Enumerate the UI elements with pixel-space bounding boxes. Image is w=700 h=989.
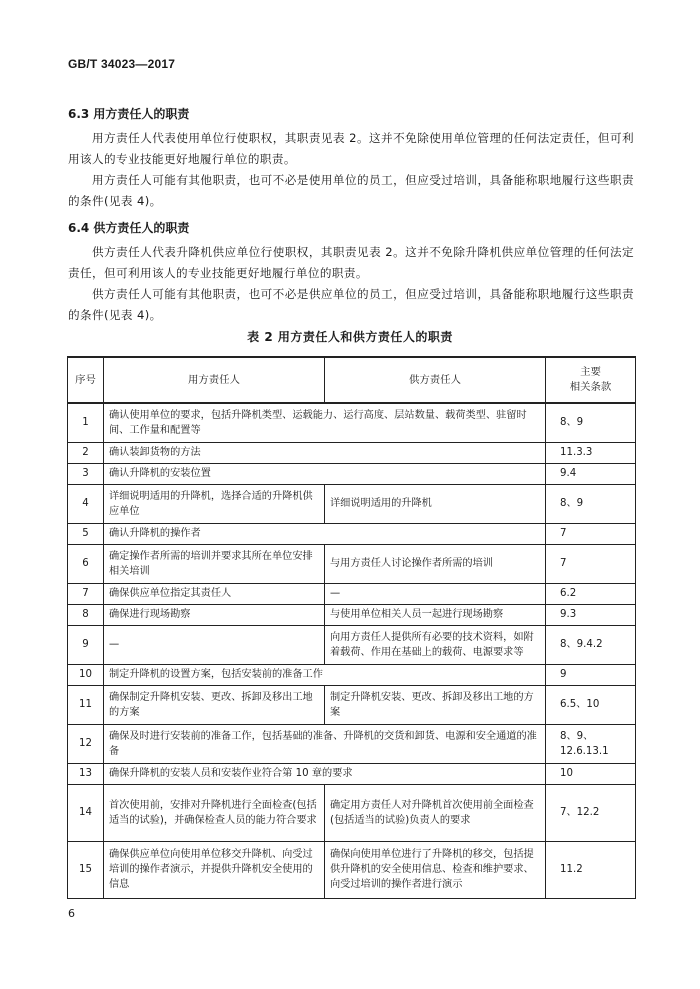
clause-ref-cell: 9.4: [546, 463, 636, 484]
section-6-3-paragraph-2: 用方责任人可能有其他职责，也可不必是使用单位的员工，但应受过培训，具备能称职地履行这些职责的条件(见表 4)。: [68, 173, 634, 208]
clause-ref-cell: 10: [546, 763, 636, 784]
clause-ref-cell: 8、9: [546, 484, 636, 523]
table-row: [68, 841, 636, 898]
user-duty-cell: 确保制定升降机安装、更改、拆卸及移出工地的方案: [104, 685, 325, 724]
clause-ref-cell: 8、9.4.2: [546, 625, 636, 664]
clause-ref-cell: 11.2: [546, 841, 636, 898]
header-no: 序号: [68, 357, 104, 403]
user-duty-cell: 确保供应单位向使用单位移交升降机、向受过培训的操作者演示，并提供升降机安全使用的信息: [104, 841, 325, 898]
supplier-duty-cell: 制定升降机安装、更改、拆卸及移出工地的方案: [325, 685, 546, 724]
supplier-duty-cell: 与使用单位相关人员一起进行现场勘察: [325, 604, 546, 625]
table-row: [68, 604, 636, 625]
user-duty-cell: —: [104, 625, 325, 664]
clause-ref-cell: 6.2: [546, 583, 636, 604]
table-row: [68, 724, 636, 763]
supplier-duty-cell: 与用方责任人讨论操作者所需的培训: [325, 544, 546, 583]
clause-ref-cell: 9: [546, 664, 636, 685]
user-duty-cell: 确保及时进行安装前的准备工作，包括基础的准备、升降机的交货和卸货、电源和安全通道的准备: [104, 724, 546, 763]
header-ref-line2: 相关条款: [569, 381, 612, 393]
row-number-cell: 14: [68, 784, 104, 841]
standard-number: GB/T 34023—2017: [68, 57, 176, 71]
row-number-cell: 1: [68, 403, 104, 442]
user-duty-cell: 确保进行现场勘察: [104, 604, 325, 625]
user-duty-cell: 确认装卸货物的方法: [104, 442, 546, 463]
row-number-cell: 15: [68, 841, 104, 898]
user-duty-cell: 详细说明适用的升降机，选择合适的升降机供应单位: [104, 484, 325, 523]
row-number-cell: 9: [68, 625, 104, 664]
header-supplier: 供方责任人: [325, 357, 546, 403]
table-row: [68, 442, 636, 463]
clause-ref-cell: 8、9、12.6.13.1: [546, 724, 636, 763]
clause-ref-cell: 11.3.3: [546, 442, 636, 463]
row-number-cell: 7: [68, 583, 104, 604]
row-number-cell: 10: [68, 664, 104, 685]
user-duty-cell: 确认升降机的操作者: [104, 523, 546, 544]
header-ref: [546, 357, 636, 403]
header-ref-line1: 主要: [580, 366, 601, 378]
user-duty-cell: 确定操作者所需的培训并要求其所在单位安排相关培训: [104, 544, 325, 583]
user-duty-cell: 确保供应单位指定其责任人: [104, 583, 325, 604]
section-6-4-paragraph-1: 供方责任人代表升降机供应单位行使职权，其职责见表 2。这并不免除升降机供应单位管理的任何法定责任，但可利用该人的专业技能更好地履行单位的职责。: [68, 245, 634, 280]
row-number-cell: 11: [68, 685, 104, 724]
row-number-cell: 5: [68, 523, 104, 544]
table-row: [68, 784, 636, 841]
table-row: [68, 763, 636, 784]
row-number-cell: 4: [68, 484, 104, 523]
supplier-duty-cell: —: [325, 583, 546, 604]
row-number-cell: 8: [68, 604, 104, 625]
clause-ref-cell: 6.5、10: [546, 685, 636, 724]
section-6-3-paragraph-1: 用方责任人代表使用单位行使职权，其职责见表 2。这并不免除使用单位管理的任何法定责任，但可利用该人的专业技能更好地履行单位的职责。: [68, 131, 634, 166]
row-number-cell: 13: [68, 763, 104, 784]
section-6-3-title: 6.3 用方责任人的职责: [68, 107, 190, 121]
table-row: [68, 544, 636, 583]
clause-ref-cell: 7、12.2: [546, 784, 636, 841]
clause-ref-cell: 7: [546, 523, 636, 544]
table-row: [68, 523, 636, 544]
section-6-4-title: 6.4 供方责任人的职责: [68, 221, 190, 235]
table-row: [68, 463, 636, 484]
table-row: [68, 403, 636, 442]
supplier-duty-cell: 向用方责任人提供所有必要的技术资料，如附着载荷、作用在基础上的载荷、电源要求等: [325, 625, 546, 664]
table-row: [68, 484, 636, 523]
user-duty-cell: 确认升降机的安装位置: [104, 463, 546, 484]
section-6-4-paragraph-2: 供方责任人可能有其他职责，也可不必是供应单位的员工，但应受过培训，具备能称职地履行这些职责的条件(见表 4)。: [68, 287, 634, 322]
duties-table: [67, 356, 636, 899]
table-row: [68, 625, 636, 664]
page-number: 6: [68, 907, 75, 920]
row-number-cell: 3: [68, 463, 104, 484]
table-row: [68, 664, 636, 685]
header-user: 用方责任人: [104, 357, 325, 403]
supplier-duty-cell: 确保向使用单位进行了升降机的移交，包括提供升降机的安全使用信息、检查和维护要求、向受过培训的操作者进行演示: [325, 841, 546, 898]
user-duty-cell: 确保升降机的安装人员和安装作业符合第 10 章的要求: [104, 763, 546, 784]
table-row: [68, 583, 636, 604]
row-number-cell: 2: [68, 442, 104, 463]
supplier-duty-cell: 详细说明适用的升降机: [325, 484, 546, 523]
user-duty-cell: 确认使用单位的要求，包括升降机类型、运载能力、运行高度、层站数量、载荷类型、驻留时间、工作量和配置等: [104, 403, 546, 442]
clause-ref-cell: 7: [546, 544, 636, 583]
user-duty-cell: 首次使用前，安排对升降机进行全面检查(包括适当的试验)，并确保检查人员的能力符合要求: [104, 784, 325, 841]
clause-ref-cell: 9.3: [546, 604, 636, 625]
supplier-duty-cell: 确定用方责任人对升降机首次使用前全面检查(包括适当的试验)负责人的要求: [325, 784, 546, 841]
clause-ref-cell: 8、9: [546, 403, 636, 442]
table-row: [68, 685, 636, 724]
row-number-cell: 6: [68, 544, 104, 583]
user-duty-cell: 制定升降机的设置方案，包括安装前的准备工作: [104, 664, 546, 685]
row-number-cell: 12: [68, 724, 104, 763]
table-caption: 表 2 用方责任人和供方责任人的职责: [247, 330, 453, 344]
